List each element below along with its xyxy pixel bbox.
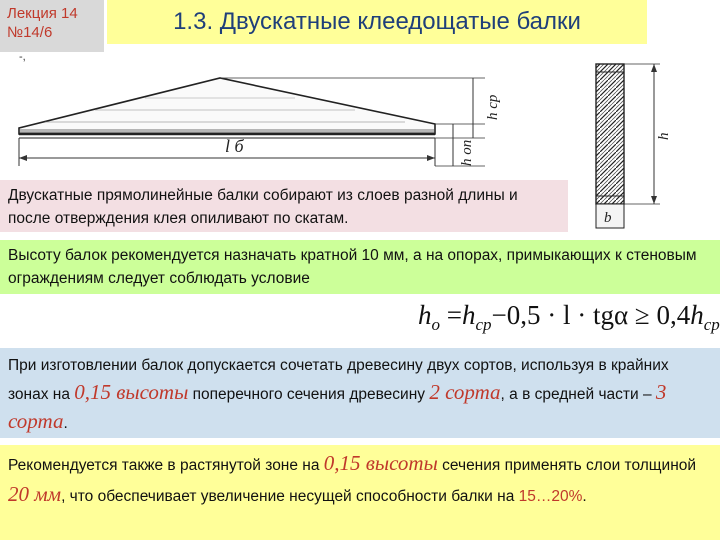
formula-eq: = [446,300,462,330]
tension-text-1: Рекомендуется также в растянутой зоне на [8,457,324,474]
tension-zone-box [0,445,720,540]
grade-highlight-grade3: 3 сорта [8,380,667,433]
formula-sub-o: o [431,315,440,334]
beam-outline [19,78,435,134]
cross-section-drawing [568,48,678,233]
tension-highlight-percent: 15…20% [518,488,583,505]
corner-mark: -, [19,51,26,63]
tension-highlight-thickness: 20 мм [8,482,62,506]
grade-text-2: поперечного сечения древесину [188,386,430,403]
formula-h3: h [690,300,704,330]
support-height-formula [0,296,720,348]
grade-highlight-height: 0,15 высоты [74,380,189,404]
grade-highlight-grade2: 2 сорта [429,380,501,404]
span-label: l б [225,136,244,156]
height-mid-label: h ср [485,94,501,120]
tension-text-2: сечения применять слои толщиной [437,457,697,474]
tension-highlight-height: 0,15 высоты [323,451,438,475]
formula-h: h [418,300,432,330]
formula-sub-cp: cp [475,315,492,334]
section-width-label: b [604,210,612,226]
formula-sub-cp2: cp [703,315,720,334]
tension-text-3: , что обеспечивает увеличение несущей способности балки на [61,488,519,505]
beam-elevation-drawing [5,48,565,178]
formula-h2: h [461,300,476,330]
formula-rest: −0,5 · l · tgα ≥ 0,4 [491,300,691,330]
lecture-number: Лекция 14 [7,5,78,22]
page-title: 1.3. Двускатные клеедощатые балки [107,0,647,44]
slide-number: №14/6 [7,24,53,41]
grade-text-3: , а в средней части – [500,386,656,403]
lecture-badge [0,0,104,52]
height-support-label: h оп [459,139,475,166]
grade-text-1: При изготовлении балок допускается сочетать древесину двух сортов, используя в крайних зонах на [8,357,669,403]
intro-text-box: Двускатные прямолинейные балки собирают из слоев разной длины и после отверждения клея опиливают по скатам. [0,180,568,232]
section-height-label: h [656,132,672,140]
height-rule-box: Высоту балок рекомендуется назначать кратной 10 мм, а на опорах, примыкающих к стеновым ограждениям следует соблюдать условие [0,240,720,294]
tension-text-4: . [582,488,587,505]
grade-text-4: . [63,415,68,432]
section-laminations [596,64,624,204]
wood-grade-box [0,348,720,438]
